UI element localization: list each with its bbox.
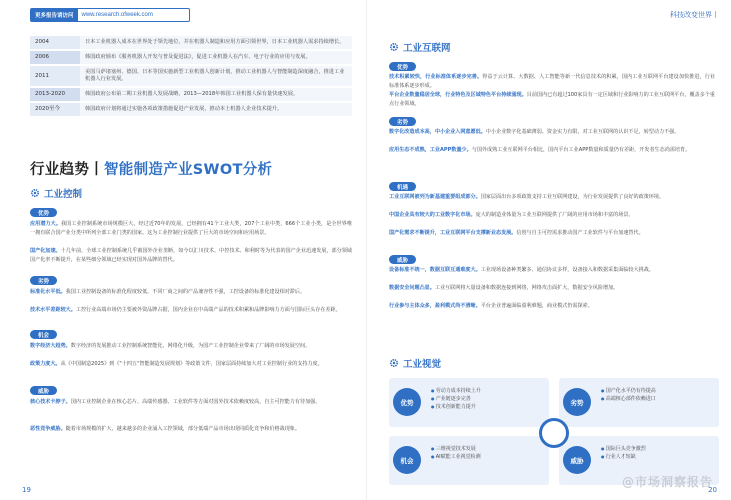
paragraph bbox=[389, 146, 715, 155]
paragraph bbox=[30, 247, 352, 264]
gear-icon bbox=[389, 42, 399, 52]
swot-center-ring bbox=[539, 418, 569, 448]
paragraph bbox=[389, 91, 715, 108]
title-accent: 智能制造产业SWOT分析 bbox=[104, 162, 273, 178]
swot-list bbox=[601, 387, 656, 403]
brand-tag: 更多报告请访问 bbox=[31, 9, 78, 21]
para-text: 工业互联网将大量设备和数据连接到网络，网络攻击面扩大，数据安全风险增加。 bbox=[434, 285, 619, 291]
page-number: 19 bbox=[22, 486, 31, 494]
para-lead: 核心技术卡脖子。 bbox=[30, 399, 71, 405]
para-text: 庞大的制造业体量为工业互联网提供了广阔的应用市场和丰富的场景。 bbox=[475, 212, 634, 218]
paragraph bbox=[30, 342, 352, 351]
year-cell: 2020至今 bbox=[30, 102, 80, 117]
strength-pill: 优势 bbox=[30, 208, 57, 217]
swot-list bbox=[431, 445, 481, 461]
gear-icon bbox=[30, 188, 40, 198]
para-text: 十几年前，全球工业控制系统几乎被国外企业垄断，如今以汇川技术、中控技术、和利时等为代表的国产企业迅速发展，部分领域国产化率不断提升，在某些细分领域已经实现对国外品牌的替代。 bbox=[30, 248, 352, 263]
section-title: 工业互联网 bbox=[403, 43, 451, 54]
brand-url[interactable]: www.research.ofweek.com bbox=[81, 12, 153, 18]
desc-cell: 韩国政府公布第二期工业机器人发展战略，2013—2018年韩国工业机器人保有量快速发展。 bbox=[80, 87, 352, 102]
paragraph bbox=[389, 284, 715, 293]
para-text: 目前国内已有超过100家具有一定区域和行业影响力的工业互联网平台，覆盖多个重点行业领域。 bbox=[389, 92, 715, 107]
para-lead: 行业参与主体众多，盈利模式尚不清晰。 bbox=[389, 303, 481, 309]
para-lead: 中国企业具有较大的工业数字化市场。 bbox=[389, 212, 476, 218]
brand-bar[interactable] bbox=[30, 8, 190, 22]
swot-list bbox=[431, 387, 481, 411]
paragraph bbox=[30, 360, 352, 369]
section-header bbox=[30, 186, 82, 200]
para-text: 数字经济的发展推动工业控制系统智能化、网络化升级，为国产工业控制企业带来了广阔的市场发展空间。 bbox=[70, 343, 311, 349]
swot-strength bbox=[389, 378, 549, 427]
threat-pill: 威胁 bbox=[30, 386, 57, 395]
para-lead: 工业互联网被列为新基建重要组成部分。 bbox=[389, 194, 481, 200]
para-lead: 设备标准不统一，数据互联互通难度大。 bbox=[389, 267, 481, 273]
paragraph bbox=[30, 220, 352, 237]
swot-list bbox=[601, 445, 646, 461]
swot-label: 威胁 bbox=[563, 446, 591, 474]
desc-cell: 韩国政府颁布《服务机器人开发与普及促进法》，促进工业机器人在汽车、电子行业的应用与发展。 bbox=[80, 50, 352, 65]
para-text: 我国工业控制系统市场规模巨大，经过近70年的发展，已经拥有41个工业大类，207个工业中类，666个工业小类，是全世界唯一拥有联合国产业分类中所列全部工业门类的国家。这为工业控制行业提供了巨大的市场空间和应用场景。 bbox=[30, 221, 352, 236]
watermark: @市场洞察报告 bbox=[621, 475, 713, 489]
table-row bbox=[30, 102, 352, 117]
para-text: 中小企业数字化基础薄弱、资金实力有限，对工业互联网的认识不足，转型动力不强。 bbox=[485, 129, 680, 135]
year-cell: 2011 bbox=[30, 65, 80, 87]
para-lead: 恶性竞争威胁。 bbox=[30, 426, 66, 432]
desc-cell: 韩国政府计划将通过实施各项政策措施促进产业发展，推动本土机器人企业技术提升。 bbox=[80, 102, 352, 117]
swot-label: 优势 bbox=[393, 388, 421, 416]
paragraph bbox=[389, 193, 715, 202]
desc-cell: 美国马萨诸塞州、德国、日本等国实施新型工业机器人创新计划，推动工业机器人与智能制造深度融合，推进工业机器人行业发展。 bbox=[80, 65, 352, 87]
para-lead: 应用生态不成熟，工业APP数量少。 bbox=[389, 147, 472, 153]
gear-icon bbox=[389, 358, 399, 368]
paragraph bbox=[389, 302, 715, 311]
para-lead: 技术水平差距较大。 bbox=[30, 307, 76, 313]
header-tag: 科技改变世界丨 bbox=[670, 11, 719, 19]
timeline-table bbox=[30, 36, 352, 118]
para-text: 信创与自主可控需求推动国产工业软件与平台加速替代。 bbox=[516, 230, 644, 236]
list-item: ● 技术创新能力提升 bbox=[431, 403, 481, 411]
para-lead: 技术积累较快，行业标准体系逐步完善。 bbox=[389, 74, 483, 80]
paragraph bbox=[389, 266, 715, 275]
swot-grid bbox=[389, 378, 719, 488]
para-lead: 应用潜力大。 bbox=[30, 221, 62, 227]
para-text: 与国外成熟工业互联网平台相比，国内平台工业APP数量和质量仍有差距，开发者生态尚需培育。 bbox=[471, 147, 691, 153]
right-page bbox=[366, 0, 731, 500]
paragraph bbox=[30, 425, 352, 434]
desc-cell: 日本工业机器人成本在世界处于领先地位，并在机器人制造和应用方面引领世界，日本工业机器人需求持续增长。 bbox=[80, 36, 352, 50]
opportunity-pill: 机遇 bbox=[389, 182, 416, 191]
list-item: ● 产业链逐步完善 bbox=[431, 395, 481, 403]
list-item: ● 行业人才短缺 bbox=[601, 453, 646, 461]
section-header bbox=[389, 40, 451, 54]
page-number: 20 bbox=[708, 486, 717, 494]
paragraph bbox=[30, 288, 352, 297]
table-row bbox=[30, 87, 352, 102]
para-lead: 政策力度大。 bbox=[30, 361, 61, 367]
title-main: 行业趋势丨 bbox=[30, 162, 104, 178]
swot-opportunity bbox=[389, 436, 549, 485]
paragraph bbox=[389, 73, 715, 90]
para-text: 从《中国制造2025》到《"十四五"智能制造发展规划》等政策文件，国家层面持续加大对工业控制行业的支持力度。 bbox=[60, 361, 323, 367]
section-title: 工业控制 bbox=[44, 189, 83, 200]
para-lead: 数据安全问题凸显。 bbox=[389, 285, 435, 291]
para-text: 工控行业高端市场仍主要被外资品牌占据，国内企业在中高端产品的技术积累和品牌影响力方面与国际巨头存在差距。 bbox=[75, 307, 341, 313]
para-lead: 标准化水平低。 bbox=[30, 289, 66, 295]
page-title bbox=[30, 158, 272, 179]
weakness-pill: 劣势 bbox=[389, 117, 416, 126]
strength-pill: 优势 bbox=[389, 62, 416, 71]
para-lead: 数字经济大趋势。 bbox=[30, 343, 71, 349]
year-cell: 2013-2020 bbox=[30, 87, 80, 102]
para-lead: 国产化需求不断提升，工业互联网平台支撑新业态发展。 bbox=[389, 230, 517, 236]
para-text: 平台企业普遍面临盈利难题，商业模式仍需探索。 bbox=[480, 303, 593, 309]
para-text: 国家层面出台多项政策支持工业互联网建设，为行业发展提供了良好的政策环境。 bbox=[480, 194, 665, 200]
para-text: 工业现场设备种类繁多、通信协议多样，设备接入和数据采集面临较大挑战。 bbox=[480, 267, 654, 273]
list-item: ● 劳动力成本持续上升 bbox=[431, 387, 481, 395]
section-title: 工业视觉 bbox=[403, 359, 442, 370]
paragraph bbox=[389, 229, 715, 238]
list-item: ● 国际巨头竞争激烈 bbox=[601, 445, 646, 453]
para-text: 得益于云计算、大数据、人工智能等新一代信息技术的积累，国内工业互联网平台建设加快推进，行业标准体系逐步形成。 bbox=[389, 74, 715, 89]
para-lead: 国产化加速。 bbox=[30, 248, 61, 254]
swot-label: 劣势 bbox=[563, 388, 591, 416]
table-row bbox=[30, 50, 352, 65]
paragraph bbox=[389, 211, 715, 220]
year-cell: 2006 bbox=[30, 50, 80, 65]
paragraph bbox=[389, 128, 715, 137]
para-text: 国内工业控制企业在核心芯片、高端传感器、工业软件等方面对国外技术依赖度较高，自主可控能力有待加强。 bbox=[70, 399, 321, 405]
para-lead: 数字化改造成本高，中小企业入网意愿低。 bbox=[389, 129, 486, 135]
threat-pill: 威胁 bbox=[389, 255, 416, 264]
swot-weakness bbox=[559, 378, 719, 427]
opportunity-pill: 机会 bbox=[30, 330, 57, 339]
table-row bbox=[30, 65, 352, 87]
section-header bbox=[389, 356, 441, 370]
year-cell: 2004 bbox=[30, 36, 80, 50]
swot-label: 机会 bbox=[393, 446, 421, 474]
list-item: ● AI赋能工业视觉检测 bbox=[431, 453, 481, 461]
table-row bbox=[30, 36, 352, 50]
para-text: 我国工业控制设备的标准化程度较低，不同厂商之间的产品兼容性不强，工控设备的标准化建设相对滞后。 bbox=[65, 289, 306, 295]
list-item: ● 高端核心部件依赖进口 bbox=[601, 395, 656, 403]
paragraph bbox=[30, 398, 352, 407]
list-item: ● 国产化水平仍有待提高 bbox=[601, 387, 656, 395]
list-item: ● 三维视觉技术发展 bbox=[431, 445, 481, 453]
para-lead: 平台企业数量稳居全球，行业特色及区域特色平台持续涌现。 bbox=[389, 92, 527, 98]
paragraph bbox=[30, 306, 352, 315]
para-text: 随着市场规模的扩大，越来越多的企业涌入工控领域，部分低端产品市场出现同质化竞争和价格战现象。 bbox=[65, 426, 300, 432]
weakness-pill: 劣势 bbox=[30, 276, 57, 285]
